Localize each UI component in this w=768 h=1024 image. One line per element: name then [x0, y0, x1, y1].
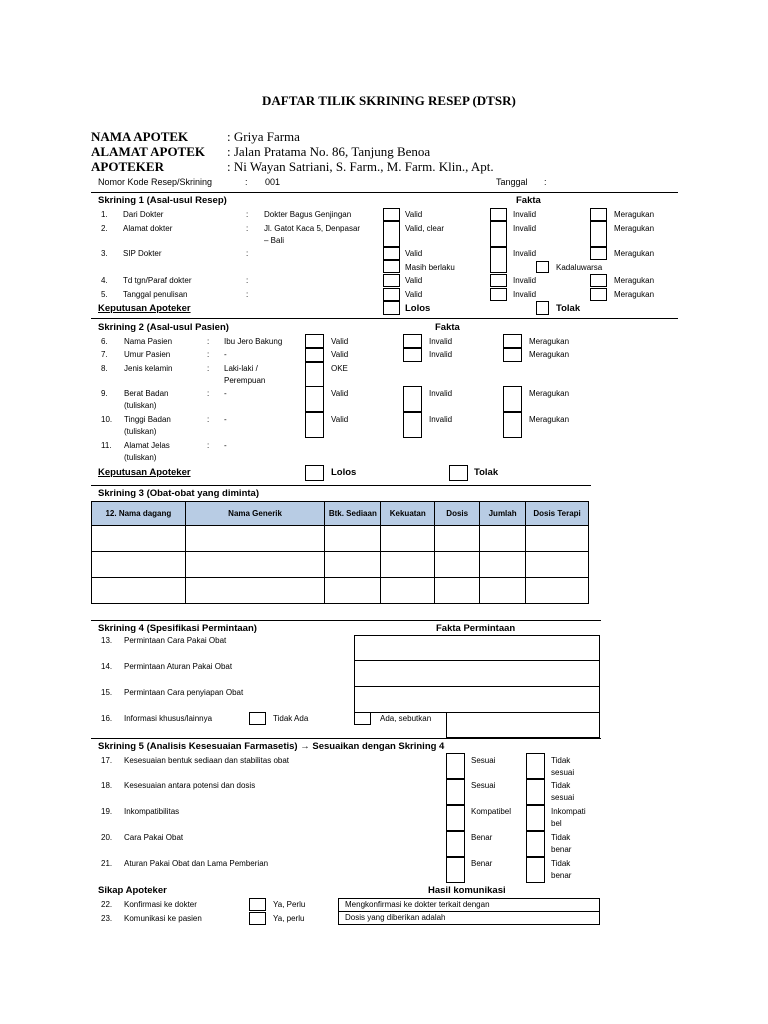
column-header: 12. Nama dagang: [92, 502, 186, 526]
table-cell[interactable]: [325, 526, 381, 552]
ya-perlu-checkbox[interactable]: [249, 898, 266, 911]
column-header: Btk. Sediaan: [325, 502, 381, 526]
invalid-checkbox[interactable]: [403, 386, 422, 412]
column-header: Dosis Terapi: [526, 502, 589, 526]
valid-checkbox[interactable]: [383, 288, 400, 301]
meragukan-checkbox[interactable]: [590, 274, 607, 287]
valid-option-label: Valid: [405, 249, 423, 258]
valid-option-label: Valid, clear: [405, 224, 444, 233]
invalid-option-label: Invalid: [513, 276, 537, 285]
divider: [91, 485, 591, 486]
invalid-option-label: Invalid: [429, 389, 453, 398]
meragukan-checkbox[interactable]: [503, 386, 522, 412]
s2-row-value: -: [224, 350, 227, 359]
s5-row-label: Aturan Pakai Obat dan Lama Pemberian: [124, 859, 269, 868]
s2-row-no: 11.: [101, 441, 112, 450]
s4-row-label: Permintaan Cara penyiapan Obat: [124, 688, 244, 697]
benar-label: Benar: [471, 833, 493, 842]
lolos-checkbox[interactable]: [305, 465, 324, 481]
ya-perlu-label: Ya, Perlu: [273, 900, 306, 909]
s2-row-colon: :: [207, 337, 210, 346]
invalid-option-label: Invalid: [429, 350, 453, 359]
s1-row-value-line2: – Bali: [264, 236, 285, 245]
skrining5-title: Skrining 5 (Analisis Kesesuaian Farmasetis) → Sesuaikan dengan Skrining 4: [98, 741, 445, 752]
sikap-row-label: Komunikasi ke pasien: [124, 914, 202, 923]
s2-row-colon: :: [207, 415, 210, 424]
s5-row-label: Kesesuaian antara potensi dan dosis: [124, 781, 256, 790]
s2-row-value: -: [224, 389, 227, 398]
s2-row-no: 7.: [101, 350, 108, 359]
obat-table: [91, 501, 589, 604]
s4-row-no: 16.: [101, 714, 113, 723]
document-title: DAFTAR TILIK SKRINING RESEP (DTSR): [262, 93, 516, 108]
s4-row-no: 13.: [101, 636, 113, 645]
s2-row-colon: :: [207, 364, 210, 373]
column-header: Jumlah: [480, 502, 526, 526]
invalid-checkbox[interactable]: [403, 334, 422, 348]
ada-checkbox[interactable]: [354, 712, 371, 725]
hasil-komunikasi-text: Mengkonfirmasi ke dokter terkait dengan: [345, 900, 490, 909]
s1-row-colon: :: [246, 210, 249, 219]
divider: [91, 318, 678, 319]
s5-row-no: 20.: [101, 833, 113, 842]
s2-row-label-line2: (tuliskan): [124, 427, 157, 436]
tidak-benar-checkbox[interactable]: [526, 857, 545, 883]
valid-option-label: Valid: [331, 389, 349, 398]
kompatibel-label: Kompatibel: [471, 807, 512, 816]
meragukan-checkbox[interactable]: [503, 348, 522, 362]
table-cell[interactable]: [435, 526, 480, 552]
table-cell[interactable]: [185, 578, 325, 604]
table-cell[interactable]: [381, 552, 435, 578]
table-cell[interactable]: [381, 526, 435, 552]
apoteker-label: APOTEKER: [91, 159, 164, 174]
valid-checkbox[interactable]: [305, 412, 324, 438]
nama-apotek-value: : Griya Farma: [227, 129, 300, 144]
s2-row-label: Nama Pasien: [124, 337, 173, 346]
inkompatibel-checkbox[interactable]: [526, 805, 545, 831]
s2-row-value: -: [224, 415, 227, 424]
oke-checkbox[interactable]: [305, 362, 324, 388]
table-cell[interactable]: [526, 552, 589, 578]
s2-row-label-line2: (tuliskan): [124, 401, 157, 410]
table-cell[interactable]: [480, 526, 526, 552]
valid-option-label: Valid: [405, 276, 423, 285]
s1-row-colon: :: [246, 276, 249, 285]
kadaluwarsa-label: Kadaluwarsa: [556, 263, 603, 272]
cara-penyiapan-field[interactable]: [354, 686, 600, 713]
column-header: Kekuatan: [381, 502, 435, 526]
valid-option-label: Valid: [331, 415, 349, 424]
table-cell[interactable]: [92, 552, 186, 578]
meragukan-option-label: Meragukan: [614, 249, 655, 258]
invalid-option-label: Invalid: [513, 249, 537, 258]
kode-resep-label: Nomor Kode Resep/Skrining: [98, 177, 213, 187]
skrining3-title: Skrining 3 (Obat-obat yang diminta): [98, 488, 259, 499]
valid-checkbox[interactable]: [383, 274, 400, 287]
masih-berlaku-label: Masih berlaku: [405, 263, 455, 272]
skrining2-fakta-header: Fakta: [435, 322, 460, 333]
table-cell[interactable]: [435, 552, 480, 578]
oke-option-label: OKE: [331, 364, 348, 373]
ya-perlu-checkbox[interactable]: [249, 912, 266, 925]
table-cell[interactable]: [185, 552, 325, 578]
sikap-row-no: 22.: [101, 900, 113, 909]
valid-checkbox[interactable]: [305, 348, 324, 362]
invalid-checkbox[interactable]: [403, 412, 422, 438]
alamat-apotek-value: : Jalan Pratama No. 86, Tanjung Benoa: [227, 144, 431, 159]
s2-row-label: Alamat Jelas: [124, 441, 170, 450]
tidak-sesuai-label: Tidak: [551, 781, 571, 790]
s2-row-label-line2: (tuliskan): [124, 453, 157, 462]
s1-row-value: Dokter Bagus Genjingan: [264, 210, 352, 219]
divider: [91, 620, 601, 621]
nama-apotek-label: NAMA APOTEK: [91, 129, 189, 144]
apoteker-value: : Ni Wayan Satriani, S. Farm., M. Farm. Klin., Apt.: [227, 159, 494, 174]
table-cell[interactable]: [92, 526, 186, 552]
tanggal-label: Tanggal: [496, 177, 528, 187]
invalid-option-label: Invalid: [513, 290, 537, 299]
skrining4-title: Skrining 4 (Spesifikasi Permintaan): [98, 623, 257, 634]
invalid-option-label: Invalid: [513, 224, 537, 233]
skrining1-title: Skrining 1 (Asal-usul Resep): [98, 195, 227, 206]
meragukan-option-label: Meragukan: [614, 224, 655, 233]
table-row: [92, 578, 589, 604]
valid-option-label: Valid: [405, 210, 423, 219]
meragukan-option-label: Meragukan: [529, 415, 570, 424]
valid-checkbox[interactable]: [305, 334, 324, 348]
s2-row-value: Ibu Jero Bakung: [224, 337, 283, 346]
keputusan-apoteker-2: Keputusan Apoteker: [98, 467, 191, 478]
tolak-label: Tolak: [556, 303, 581, 314]
invalid-checkbox[interactable]: [490, 221, 507, 247]
inkompatibel-label-line2: bel: [551, 819, 562, 828]
s2-row-no: 10.: [101, 415, 113, 424]
s1-row-colon: :: [246, 290, 249, 299]
valid-checkbox[interactable]: [383, 221, 400, 247]
skrining2-title: Skrining 2 (Asal-usul Pasien): [98, 322, 229, 333]
invalid-checkbox[interactable]: [490, 208, 507, 221]
s2-row-label: Jenis kelamin: [124, 364, 173, 373]
column-header: Nama Generik: [185, 502, 325, 526]
s2-row-label: Berat Badan: [124, 389, 169, 398]
s5-row-no: 21.: [101, 859, 113, 868]
aturan-pakai-field[interactable]: [354, 660, 600, 687]
meragukan-checkbox[interactable]: [503, 334, 522, 348]
tidak-ada-label: Tidak Ada: [273, 714, 309, 723]
valid-checkbox[interactable]: [383, 208, 400, 221]
meragukan-option-label: Meragukan: [614, 210, 655, 219]
meragukan-checkbox[interactable]: [590, 208, 607, 221]
table-cell[interactable]: [480, 552, 526, 578]
benar-checkbox[interactable]: [446, 831, 465, 857]
informasi-khusus-field[interactable]: [446, 712, 600, 738]
table-row: [92, 552, 589, 578]
lolos-checkbox[interactable]: [383, 301, 400, 315]
kode-resep-value: 001: [265, 177, 281, 187]
s1-row-no: 5.: [101, 290, 108, 299]
lolos-label: Lolos: [405, 303, 431, 314]
meragukan-option-label: Meragukan: [614, 290, 655, 299]
s1-row-label: Alamat dokter: [123, 224, 173, 233]
tidak-benar-label-line2: benar: [551, 871, 572, 880]
s2-row-label: Umur Pasien: [124, 350, 171, 359]
table-cell[interactable]: [435, 578, 480, 604]
valid-option-label: Valid: [331, 337, 349, 346]
table-cell[interactable]: [480, 578, 526, 604]
skrining4-fakta-header: Fakta Permintaan: [436, 623, 516, 634]
sesuai-checkbox[interactable]: [446, 779, 465, 805]
s4-row-label: Permintaan Aturan Pakai Obat: [124, 662, 233, 671]
benar-checkbox[interactable]: [446, 857, 465, 883]
tidak-benar-checkbox[interactable]: [526, 831, 545, 857]
valid-checkbox[interactable]: [305, 386, 324, 412]
table-cell[interactable]: [325, 578, 381, 604]
s2-row-no: 8.: [101, 364, 108, 373]
tidak-sesuai-checkbox[interactable]: [526, 753, 545, 779]
s2-row-colon: :: [207, 441, 210, 450]
sesuai-label: Sesuai: [471, 756, 496, 765]
ya-perlu-label: Ya, perlu: [273, 914, 305, 923]
tidak-ada-checkbox[interactable]: [249, 712, 266, 725]
invalid-option-label: Invalid: [429, 337, 453, 346]
s1-row-colon: :: [246, 224, 249, 233]
meragukan-checkbox[interactable]: [503, 412, 522, 438]
tidak-sesuai-label-line2: sesuai: [551, 793, 575, 802]
benar-label: Benar: [471, 859, 493, 868]
hasil-komunikasi-text: Dosis yang diberikan adalah: [345, 913, 446, 922]
s1-row-no: 2.: [101, 224, 108, 233]
invalid-option-label: Invalid: [429, 415, 453, 424]
meragukan-checkbox[interactable]: [590, 247, 607, 260]
s2-row-value: -: [224, 441, 227, 450]
s2-row-no: 9.: [101, 389, 108, 398]
tidak-sesuai-label: Tidak: [551, 756, 571, 765]
divider: [91, 192, 678, 193]
sikap-row-label: Konfirmasi ke dokter: [124, 900, 197, 909]
tidak-sesuai-label-line2: sesuai: [551, 768, 575, 777]
s1-row-no: 3.: [101, 249, 108, 258]
s5-row-no: 18.: [101, 781, 113, 790]
s1-row-no: 1.: [101, 210, 108, 219]
meragukan-option-label: Meragukan: [614, 276, 655, 285]
valid-checkbox[interactable]: [383, 247, 400, 260]
s2-row-colon: :: [207, 389, 210, 398]
s5-row-no: 19.: [101, 807, 113, 816]
sikap-row-no: 23.: [101, 914, 113, 923]
invalid-checkbox[interactable]: [490, 247, 507, 273]
s5-row-label: Kesesuaian bentuk sediaan dan stabilitas obat: [124, 756, 290, 765]
invalid-checkbox[interactable]: [403, 348, 422, 362]
tidak-benar-label-line2: benar: [551, 845, 572, 854]
tidak-sesuai-checkbox[interactable]: [526, 779, 545, 805]
sesuai-label: Sesuai: [471, 781, 496, 790]
masih-berlaku-checkbox[interactable]: [383, 260, 400, 273]
invalid-checkbox[interactable]: [490, 274, 507, 287]
lolos-label: Lolos: [331, 467, 357, 478]
s1-row-label: Dari Dokter: [123, 210, 164, 219]
s2-row-label: Tinggi Badan: [124, 415, 171, 424]
divider: [91, 738, 601, 739]
hasil-komunikasi-field[interactable]: [338, 911, 600, 925]
s4-row-label: Permintaan Cara Pakai Obat: [124, 636, 227, 645]
skrining1-fakta-header: Fakta: [516, 195, 541, 206]
cara-pakai-field[interactable]: [354, 635, 600, 661]
s1-row-label: SIP Dokter: [123, 249, 162, 258]
ada-label: Ada, sebutkan: [380, 714, 432, 723]
s5-row-label: Cara Pakai Obat: [124, 833, 184, 842]
s1-row-label: Td tgn/Paraf dokter: [123, 276, 192, 285]
kode-resep-colon: :: [245, 177, 248, 187]
table-cell[interactable]: [92, 578, 186, 604]
s5-row-label: Inkompatibilitas: [124, 807, 180, 816]
tanggal-colon: :: [544, 177, 547, 187]
invalid-checkbox[interactable]: [490, 288, 507, 301]
column-header: Dosis: [435, 502, 480, 526]
s2-row-no: 6.: [101, 337, 108, 346]
sikap-apoteker-title: Sikap Apoteker: [98, 885, 167, 896]
hasil-komunikasi-header: Hasil komunikasi: [428, 885, 506, 896]
meragukan-checkbox[interactable]: [590, 221, 607, 247]
tidak-benar-label: Tidak: [551, 833, 571, 842]
hasil-komunikasi-field[interactable]: [338, 898, 600, 912]
valid-option-label: Valid: [331, 350, 349, 359]
tolak-checkbox[interactable]: [536, 301, 549, 315]
table-cell[interactable]: [526, 578, 589, 604]
table-cell[interactable]: [185, 526, 325, 552]
s4-row-no: 14.: [101, 662, 113, 671]
table-cell[interactable]: [381, 578, 435, 604]
invalid-option-label: Invalid: [513, 210, 537, 219]
s1-row-colon: :: [246, 249, 249, 258]
s2-row-value-line2: Perempuan: [224, 376, 266, 385]
meragukan-checkbox[interactable]: [590, 288, 607, 301]
meragukan-option-label: Meragukan: [529, 389, 570, 398]
meragukan-option-label: Meragukan: [529, 337, 570, 346]
s1-row-value: Jl. Gatot Kaca 5, Denpasar: [264, 224, 361, 233]
s1-row-no: 4.: [101, 276, 108, 285]
tolak-checkbox[interactable]: [449, 465, 468, 481]
s4-row-no: 15.: [101, 688, 113, 697]
kadaluwarsa-checkbox[interactable]: [536, 261, 549, 273]
s2-row-value: Laki-laki /: [224, 364, 258, 373]
tidak-benar-label: Tidak: [551, 859, 571, 868]
valid-option-label: Valid: [405, 290, 423, 299]
table-cell[interactable]: [325, 552, 381, 578]
table-row: [92, 526, 589, 552]
table-cell[interactable]: [526, 526, 589, 552]
alamat-apotek-label: ALAMAT APOTEK: [91, 144, 206, 159]
kompatibel-checkbox[interactable]: [446, 805, 465, 831]
s4-row-label: Informasi khusus/lainnya: [124, 714, 213, 723]
s5-row-no: 17.: [101, 756, 113, 765]
keputusan-apoteker-1: Keputusan Apoteker: [98, 303, 191, 314]
meragukan-option-label: Meragukan: [529, 350, 570, 359]
inkompatibel-label: Inkompati: [551, 807, 586, 816]
sesuai-checkbox[interactable]: [446, 753, 465, 779]
s1-row-label: Tanggal penulisan: [123, 290, 188, 299]
s2-row-colon: :: [207, 350, 210, 359]
tolak-label: Tolak: [474, 467, 499, 478]
